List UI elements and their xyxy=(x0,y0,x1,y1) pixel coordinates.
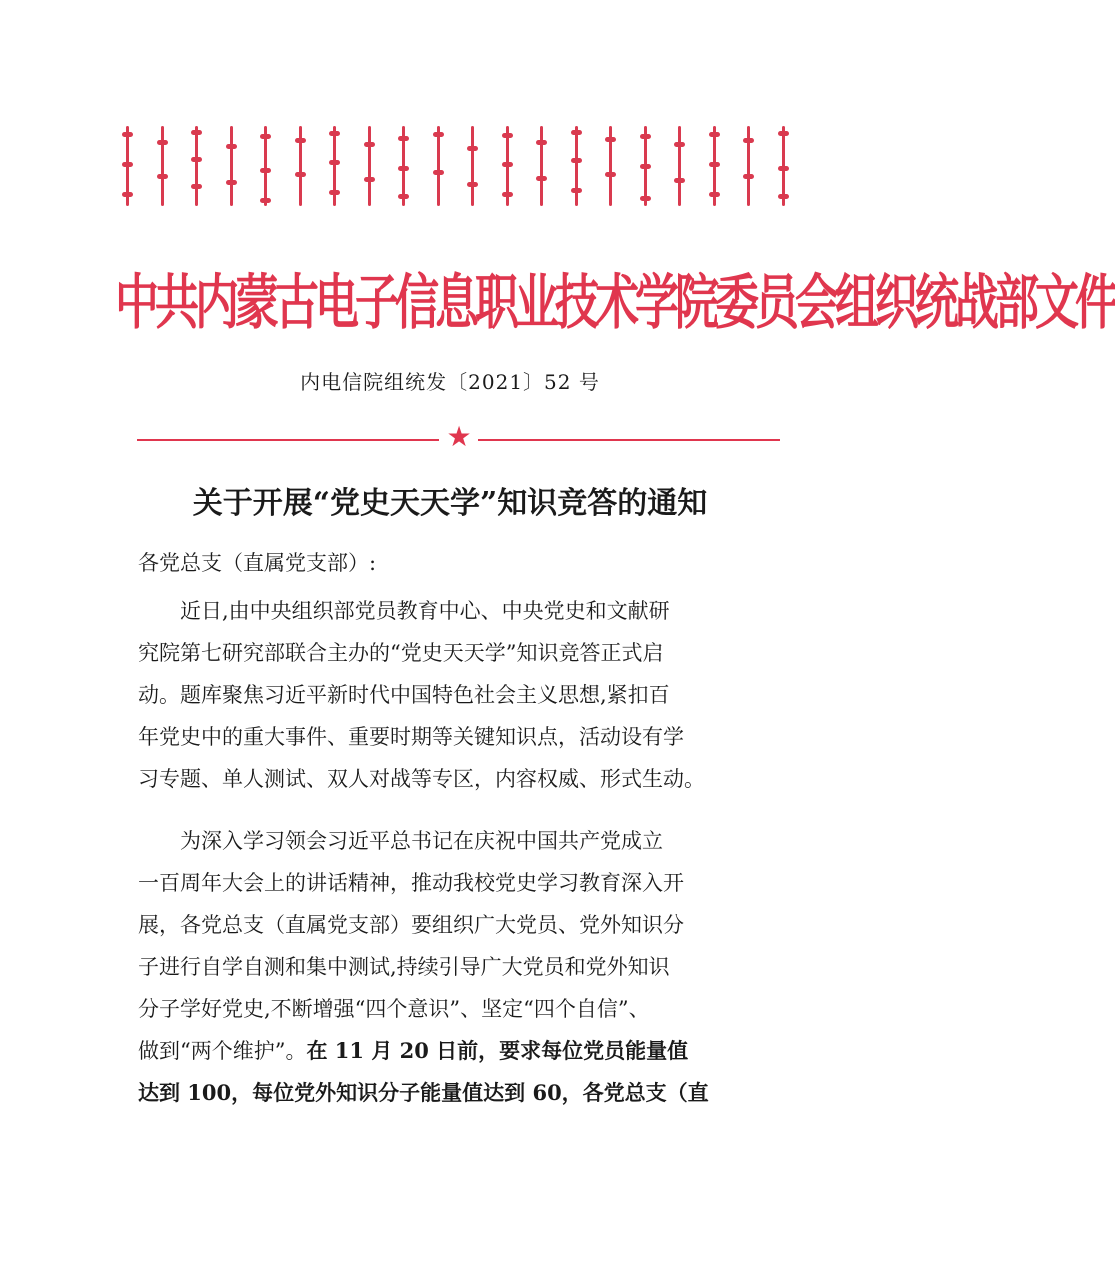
paragraph-1 xyxy=(138,590,778,800)
salutation: 各党总支（直属党支部）: xyxy=(138,551,377,575)
notice-title: 关于开展“党史天天学”知识竞答的通知 xyxy=(192,486,708,521)
mongolian-script-header xyxy=(120,122,790,222)
text-line: 分子学好党史,不断增强“四个意识”、坚定“四个自信”、 xyxy=(138,997,650,1021)
text-line: 近日,由中央组织部党员教育中心、中央党史和文献研 xyxy=(180,599,670,623)
text-line xyxy=(138,1030,778,1072)
text-bold: 在 11 月 20 日前，要求每位党员能量值 xyxy=(306,1038,689,1063)
text-line: 子进行自学自测和集中测试,持续引导广大党员和党外知识 xyxy=(138,955,670,979)
text-line: 展，各党总支（直属党支部）要组织广大党员、党外知识分 xyxy=(138,913,684,937)
red-divider-right xyxy=(478,439,780,441)
text-line: 习专题、单人测试、双人对战等专区，内容权威、形式生动。 xyxy=(138,767,705,791)
text-line: 究院第七研究部联合主办的“党史天天学”知识竞答正式启 xyxy=(138,641,664,665)
paragraph-2 xyxy=(138,820,778,1114)
text-line: 年党史中的重大事件、重要时期等关键知识点，活动设有学 xyxy=(138,725,684,749)
text-normal: 做到“两个维护”。 xyxy=(138,1039,307,1063)
red-divider-left xyxy=(137,439,439,441)
text-line-bold: 达到 100，每位党外知识分子能量值达到 60，各党总支（直 xyxy=(138,1080,709,1105)
text-line: 动。题库聚焦习近平新时代中国特色社会主义思想,紧扣百 xyxy=(138,683,670,707)
text-line: 一百周年大会上的讲话精神，推动我校党史学习教育深入开 xyxy=(138,871,684,895)
document-number: 内电信院组统发〔2021〕52 号 xyxy=(300,370,600,394)
star-icon: ★ xyxy=(446,420,472,453)
issuer-heading: 中共内蒙古电子信息职业技术学院委员会组织统战部文件 xyxy=(115,268,1115,338)
text-line: 为深入学习领会习近平总书记在庆祝中国共产党成立 xyxy=(180,829,663,853)
